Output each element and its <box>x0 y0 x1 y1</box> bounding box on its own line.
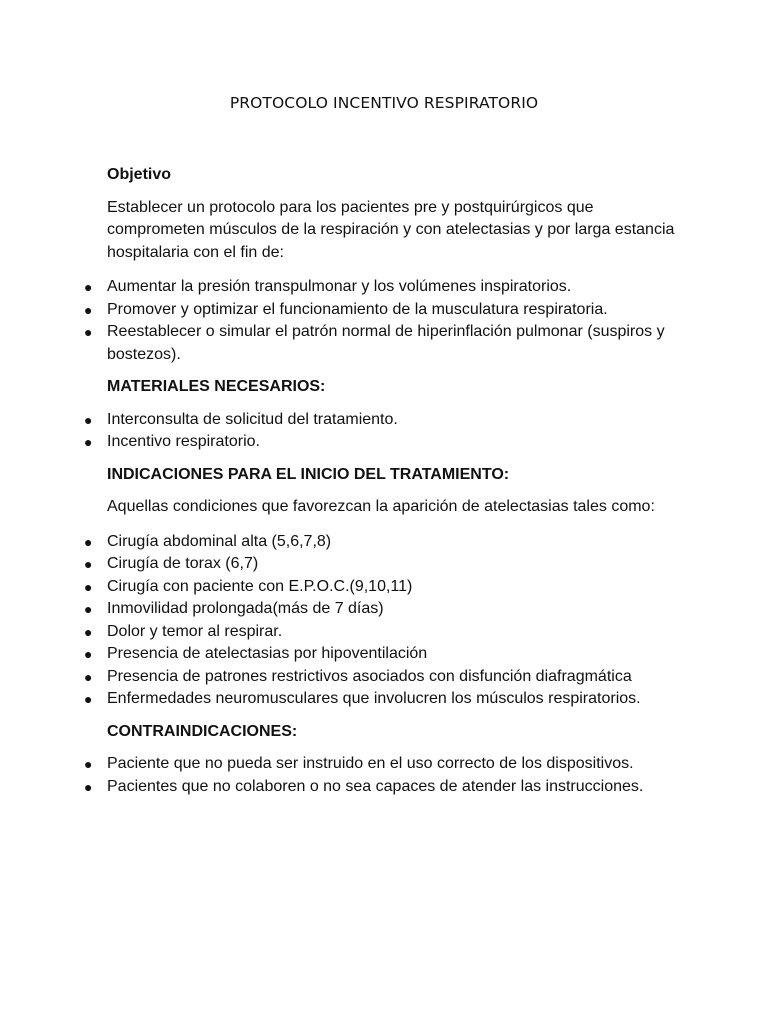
list-item <box>84 431 684 454</box>
list-item <box>84 621 684 644</box>
list-item <box>84 643 684 666</box>
bullet-icon: ● <box>84 578 93 595</box>
list-item <box>84 753 684 776</box>
bullet-icon: ● <box>84 646 93 662</box>
list-item-text: Paciente que no pueda ser instruido en el uso correcto de los dispositivos. <box>107 755 634 772</box>
list-item-text: Reestablecer o simular el patrón normal de hiperinflación pulmonar (suspiros y bostezos). <box>107 323 665 363</box>
list-item-text: Interconsulta de solicitud del tratamiento. <box>107 410 398 428</box>
contraindicaciones-list <box>84 753 684 798</box>
objetivo-list <box>84 276 684 366</box>
materiales-list <box>84 409 684 454</box>
bullet-icon: ● <box>84 556 93 572</box>
list-item-text: Enfermedades neuromusculares que involucren los músculos respiratorios. <box>107 690 641 707</box>
list-item <box>84 666 684 689</box>
bullet-icon: ● <box>84 778 93 795</box>
bullet-icon: ● <box>84 756 93 772</box>
bullet-icon: ● <box>84 279 93 295</box>
list-item-text: Aumentar la presión transpulmonar y los volúmenes inspiratorios. <box>107 278 572 295</box>
list-item <box>84 276 684 299</box>
bullet-icon: ● <box>84 668 93 685</box>
bullet-icon: ● <box>84 411 93 428</box>
list-item-text: Dolor y temor al respirar. <box>107 622 283 640</box>
bullet-icon: ● <box>84 601 93 617</box>
bullet-icon: ● <box>84 324 93 340</box>
bullet-icon: ● <box>84 623 93 640</box>
list-item <box>84 299 684 322</box>
list-item-text: Cirugía de torax (6,7) <box>107 555 259 572</box>
list-item <box>84 553 684 576</box>
list-item-text: Incentivo respiratorio. <box>107 433 260 450</box>
bullet-icon: ● <box>84 691 93 707</box>
list-item <box>84 531 684 554</box>
list-item <box>84 776 684 799</box>
list-item <box>84 576 684 599</box>
list-item <box>84 598 684 621</box>
list-item-text: Presencia de atelectasias por hipoventilación <box>107 645 428 662</box>
bullet-icon: ● <box>84 533 93 550</box>
section-heading-contraindicaciones: CONTRAINDICACIONES: <box>107 722 298 740</box>
list-item <box>84 321 684 366</box>
list-item <box>84 688 684 711</box>
page-title: PROTOCOLO INCENTIVO RESPIRATORIO <box>229 94 539 112</box>
list-item-text: Presencia de patrones restrictivos asociados con disfunción diafragmática <box>107 667 632 685</box>
list-item-text: Cirugía con paciente con E.P.O.C.(9,10,11) <box>107 577 413 595</box>
section-heading-objetivo: Objetivo <box>107 166 172 183</box>
bullet-icon: ● <box>84 301 93 318</box>
section-heading-indicaciones: INDICACIONES PARA EL INICIO DEL TRATAMIENTO: <box>107 465 510 483</box>
indicaciones-list <box>84 531 684 711</box>
list-item-text: Pacientes que no colaboren o no sea capaces de atender las instrucciones. <box>107 777 644 795</box>
list-item-text: Inmovilidad prolongada(más de 7 días) <box>107 600 384 617</box>
indicaciones-paragraph: Aquellas condiciones que favorezcan la aparición de atelectasias tales como: <box>107 498 655 515</box>
objetivo-paragraph: Establecer un protocolo para los pacientes pre y postquirúrgicos que comprometen músculos de la respiración y con atelectasias y por larga estancia hospitalaria con el fin de: <box>107 198 675 261</box>
list-item-text: Cirugía abdominal alta (5,6,7,8) <box>107 532 332 550</box>
bullet-icon: ● <box>84 434 93 450</box>
list-item <box>84 409 684 432</box>
list-item-text: Promover y optimizar el funcionamiento de la musculatura respiratoria. <box>107 300 608 318</box>
document-body <box>84 164 684 798</box>
section-heading-materiales: MATERIALES NECESARIOS: <box>107 378 326 395</box>
